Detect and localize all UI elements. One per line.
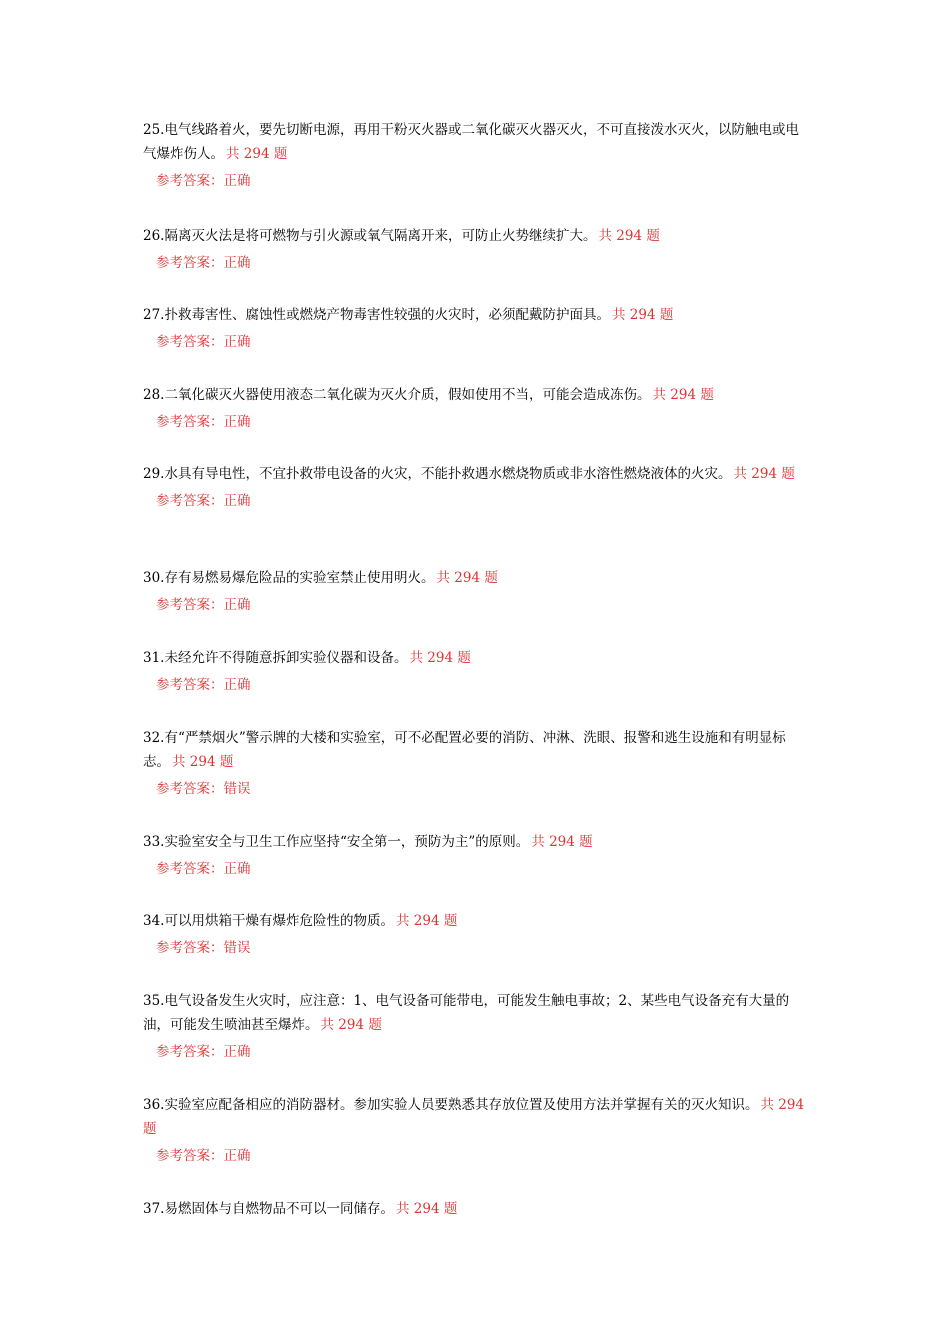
question-stem: 29.水具有导电性，不宜扑救带电设备的火灾，不能扑救遇水燃烧物质或非水溶性燃烧液体的火灾。 [143, 466, 732, 482]
question-count: 共 294 题 [611, 307, 674, 323]
question-text [143, 726, 809, 774]
question-35 [143, 989, 809, 1064]
answer-line [156, 330, 809, 354]
answer-line [156, 489, 809, 513]
answer-label: 参考答案： [156, 414, 224, 430]
question-count: 共 294 题 [320, 1017, 382, 1033]
question-stem: 26.隔离灭火法是将可燃物与引火源或氧气隔离开来，可防止火势继续扩大。 [143, 228, 597, 244]
answer-value: 正确 [223, 173, 251, 189]
question-36 [143, 1093, 809, 1168]
question-31 [143, 646, 809, 697]
answer-line [156, 410, 809, 434]
question-count: 共 294 题 [143, 1097, 805, 1137]
question-count: 共 294 题 [395, 913, 458, 929]
question-stem: 36.实验室应配备相应的消防器材。参加实验人员要熟悉其存放位置及使用方法并掌握有关的灭火知识。 [143, 1097, 759, 1113]
question-stem: 33.实验室安全与卫生工作应坚持“安全第一，预防为主”的原则。 [143, 834, 530, 850]
answer-value: 正确 [223, 861, 251, 877]
question-text [143, 383, 809, 407]
answer-label: 参考答案： [156, 334, 224, 350]
question-28 [143, 383, 809, 434]
question-29 [143, 462, 809, 513]
answer-line [156, 673, 809, 697]
answer-line [156, 1040, 809, 1064]
question-32 [143, 726, 809, 801]
answer-value: 正确 [223, 334, 251, 350]
answer-value: 正确 [223, 414, 251, 430]
question-stem: 32.有“严禁烟火”警示牌的大楼和实验室，可不必配置必要的消防、冲淋、洗眼、报警和逃生设施和有明显标志。 [143, 730, 786, 770]
answer-value: 正确 [223, 493, 251, 509]
answer-value: 正确 [223, 1148, 251, 1164]
answer-label: 参考答案： [156, 781, 224, 797]
question-stem: 37.易燃固体与自燃物品不可以一同储存。 [143, 1201, 394, 1217]
answer-line [156, 857, 809, 881]
question-34 [143, 909, 809, 960]
answer-value: 错误 [223, 940, 251, 956]
answer-line [156, 777, 809, 801]
question-stem: 34.可以用烘箱干燥有爆炸危险性的物质。 [143, 913, 394, 929]
question-text [143, 303, 809, 327]
question-text [143, 646, 809, 670]
question-33 [143, 830, 809, 881]
question-text [143, 909, 809, 933]
answer-line [156, 593, 809, 617]
answer-label: 参考答案： [156, 940, 224, 956]
answer-value: 错误 [223, 781, 251, 797]
answer-line [156, 936, 809, 960]
question-text [143, 566, 809, 590]
question-text [143, 224, 809, 248]
answer-label: 参考答案： [156, 493, 224, 509]
question-count: 共 294 题 [733, 466, 795, 482]
answer-label: 参考答案： [156, 173, 224, 189]
answer-label: 参考答案： [156, 255, 224, 271]
question-30 [143, 566, 809, 617]
question-26 [143, 224, 809, 275]
question-stem: 31.未经允许不得随意拆卸实验仪器和设备。 [143, 650, 408, 666]
question-count: 共 294 题 [652, 387, 714, 403]
answer-line [156, 1144, 809, 1168]
answer-line [156, 169, 809, 193]
question-stem: 28.二氧化碳灭火器使用液态二氧化碳为灭火介质，假如使用不当，可能会造成冻伤。 [143, 387, 651, 403]
answer-line [156, 251, 809, 275]
question-count: 共 294 题 [226, 146, 288, 162]
answer-label: 参考答案： [156, 677, 224, 693]
question-27 [143, 303, 809, 354]
question-count: 共 294 题 [172, 754, 234, 770]
question-count: 共 294 题 [409, 650, 471, 666]
question-text [143, 462, 809, 486]
question-stem: 30.存有易燃易爆危险品的实验室禁止使用明火。 [143, 570, 435, 586]
question-stem: 27.扑救毒害性、腐蚀性或燃烧产物毒害性较强的火灾时，必须配戴防护面具。 [143, 307, 610, 323]
question-text [143, 1197, 809, 1221]
question-count: 共 294 题 [436, 570, 498, 586]
answer-label: 参考答案： [156, 597, 224, 613]
answer-label: 参考答案： [156, 1044, 224, 1060]
question-text [143, 118, 809, 166]
question-text [143, 1093, 809, 1141]
question-25 [143, 118, 809, 193]
answer-label: 参考答案： [156, 1148, 224, 1164]
answer-value: 正确 [223, 1044, 251, 1060]
question-text [143, 830, 809, 854]
question-text [143, 989, 809, 1037]
question-count: 共 294 题 [598, 228, 660, 244]
question-stem: 25.电气线路着火，要先切断电源，再用干粉灭火器或二氧化碳灭火器灭火，不可直接泼水灭火，以防触电或电气爆炸伤人。 [143, 122, 799, 162]
answer-value: 正确 [223, 255, 251, 271]
question-count: 共 294 题 [395, 1201, 458, 1217]
answer-value: 正确 [223, 597, 251, 613]
answer-label: 参考答案： [156, 861, 224, 877]
question-stem: 35.电气设备发生火灾时，应注意：1、电气设备可能带电，可能发生触电事故；2、某些电气设备充有大量的油，可能发生喷油甚至爆炸。 [143, 993, 790, 1033]
question-37 [143, 1197, 809, 1221]
question-count: 共 294 题 [531, 834, 593, 850]
answer-value: 正确 [223, 677, 251, 693]
